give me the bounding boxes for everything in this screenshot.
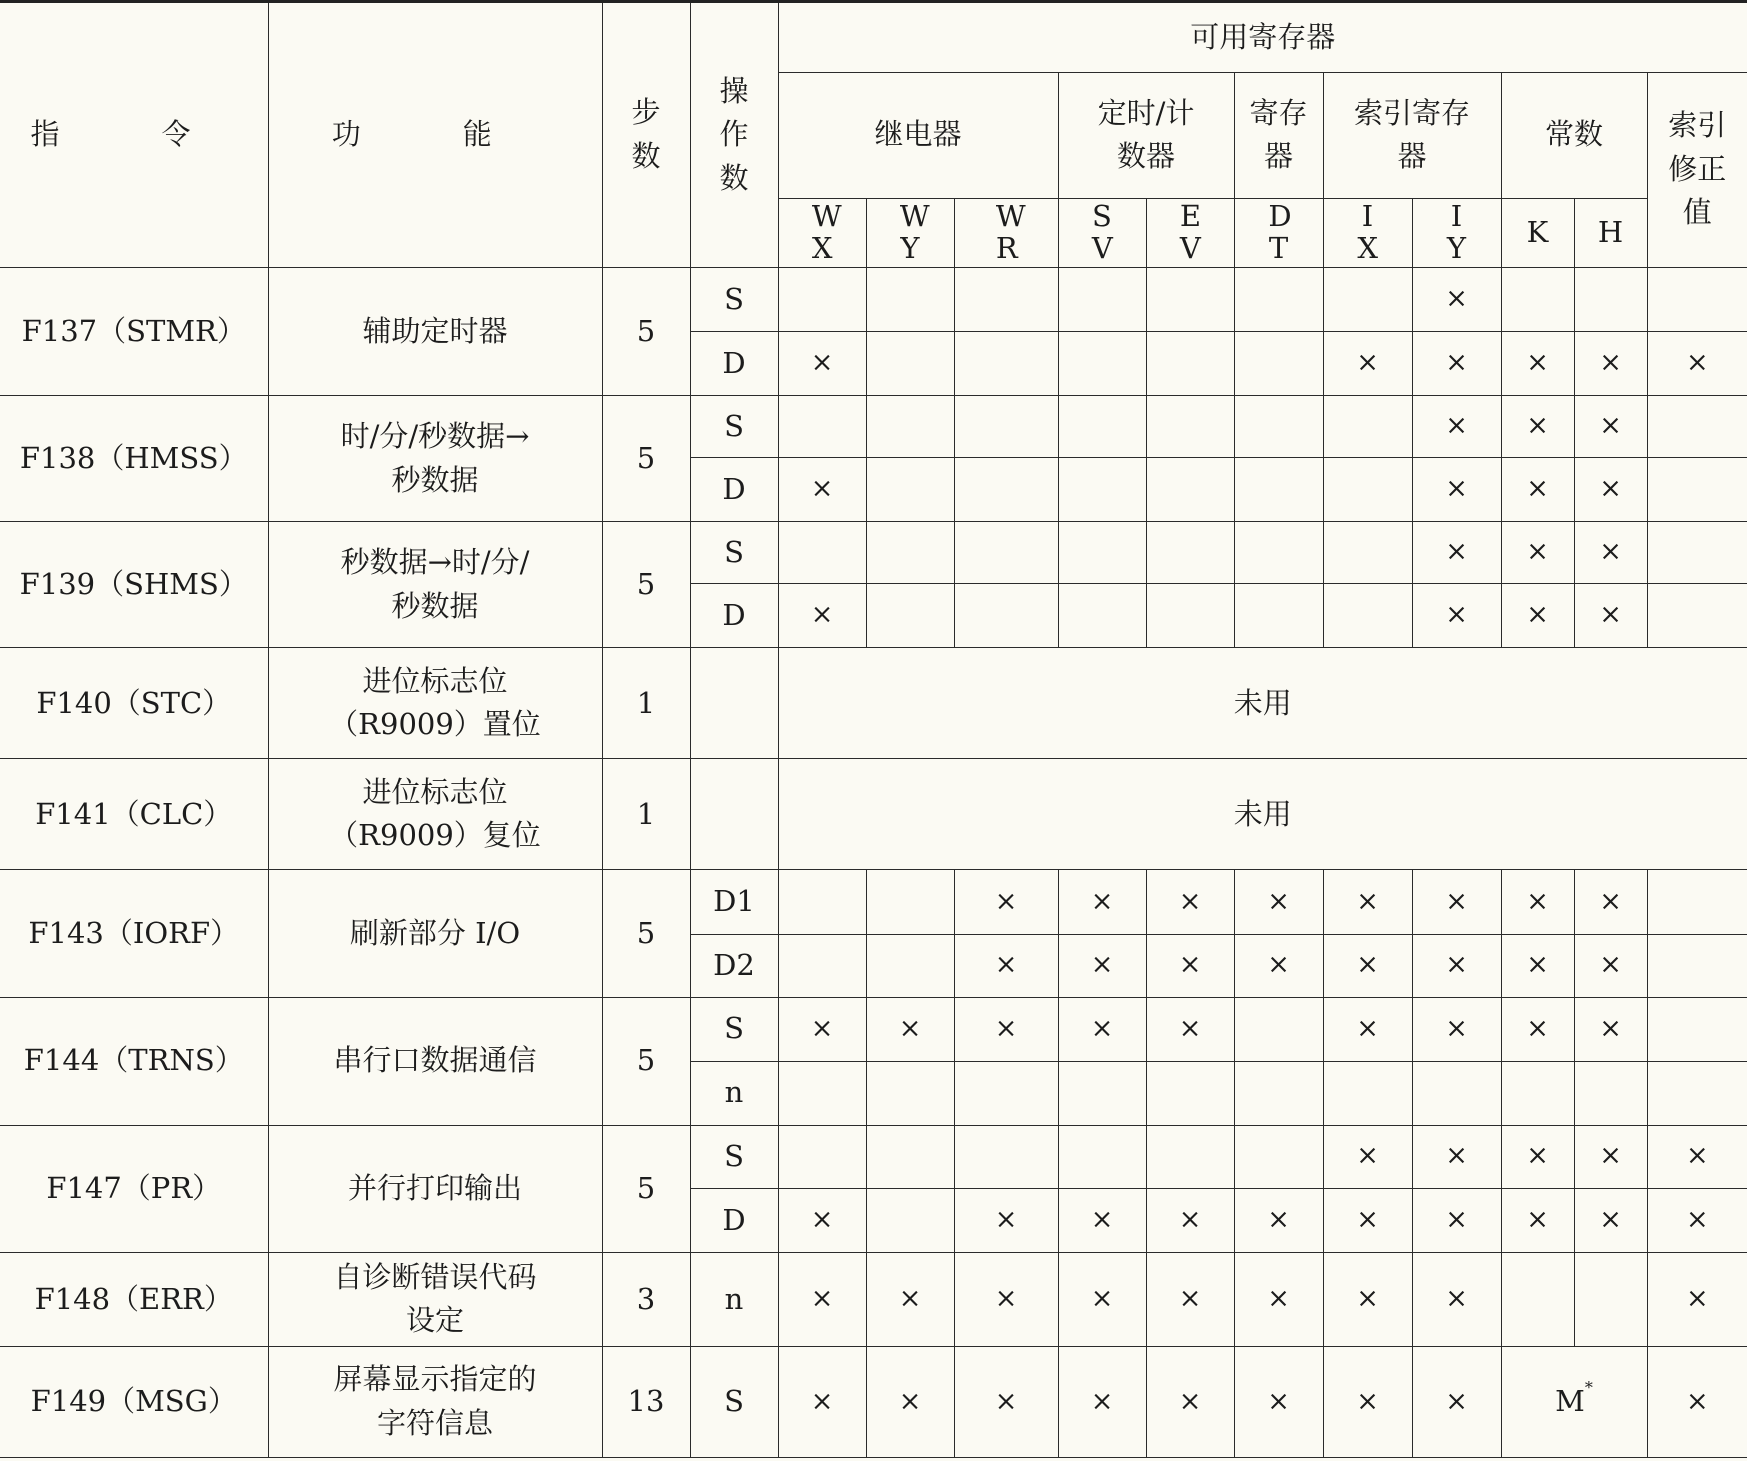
register-mark-cell: × xyxy=(954,1188,1058,1252)
register-mark-cell xyxy=(1412,1061,1501,1125)
column-header-k: K xyxy=(1501,198,1574,267)
function-cell: 秒数据→时/分/秒数据 xyxy=(268,522,602,648)
register-mark-cell xyxy=(1146,458,1234,522)
column-header-ev: EV xyxy=(1146,198,1234,267)
column-header-wx: WX xyxy=(778,198,866,267)
register-mark-cell: × xyxy=(1412,1346,1501,1457)
header-operand: 操作数 xyxy=(690,2,778,268)
operand-cell: S xyxy=(690,267,778,331)
register-mark-cell: × xyxy=(1647,1346,1747,1457)
header-steps: 步数 xyxy=(602,2,690,268)
register-mark-cell: × xyxy=(1146,1252,1234,1346)
table-row xyxy=(0,1125,1747,1188)
register-mark-cell xyxy=(954,332,1058,396)
table-row xyxy=(0,759,1747,870)
register-mark-cell xyxy=(1647,934,1747,997)
register-mark-cell: × xyxy=(1501,1188,1574,1252)
register-mark-cell: × xyxy=(954,1252,1058,1346)
register-mark-cell xyxy=(1574,1252,1647,1346)
register-mark-cell xyxy=(866,1061,954,1125)
register-mark-cell: × xyxy=(954,870,1058,934)
table-row xyxy=(0,1346,1747,1457)
register-mark-cell xyxy=(866,522,954,584)
register-mark-cell: × xyxy=(1501,332,1574,396)
register-mark-cell xyxy=(1058,458,1146,522)
instruction-cell: F149（MSG） xyxy=(0,1346,268,1457)
instruction-cell: F139（SHMS） xyxy=(0,522,268,648)
register-mark-cell xyxy=(1058,396,1146,458)
register-mark-cell: × xyxy=(1058,1252,1146,1346)
register-mark-cell xyxy=(866,584,954,648)
register-mark-cell xyxy=(1234,458,1323,522)
register-mark-cell: × xyxy=(1234,1346,1323,1457)
register-mark-cell: × xyxy=(1574,332,1647,396)
register-mark-cell: × xyxy=(1323,1252,1412,1346)
header-index-modifier: 索引修正值 xyxy=(1647,72,1747,267)
register-mark-cell: × xyxy=(1412,1252,1501,1346)
register-mark-cell xyxy=(1647,396,1747,458)
operand-cell: n xyxy=(690,1252,778,1346)
register-mark-cell xyxy=(866,1125,954,1188)
register-mark-cell xyxy=(1323,1061,1412,1125)
operand-cell: D xyxy=(690,584,778,648)
register-mark-cell xyxy=(866,332,954,396)
register-mark-cell xyxy=(1146,1061,1234,1125)
register-mark-cell: × xyxy=(1146,934,1234,997)
register-mark-cell: × xyxy=(778,458,866,522)
register-mark-cell: × xyxy=(1323,1188,1412,1252)
register-mark-cell: × xyxy=(1412,267,1501,331)
instruction-cell: F141（CLC） xyxy=(0,759,268,870)
operand-cell: D2 xyxy=(690,934,778,997)
register-mark-cell: × xyxy=(1574,522,1647,584)
register-mark-cell xyxy=(778,396,866,458)
unused-cell: 未用 xyxy=(778,759,1747,870)
register-mark-cell xyxy=(1146,1125,1234,1188)
register-mark-cell xyxy=(1234,267,1323,331)
operand-cell: S xyxy=(690,1125,778,1188)
register-mark-cell: × xyxy=(1412,522,1501,584)
register-mark-cell: × xyxy=(1234,1188,1323,1252)
instruction-cell: F148（ERR） xyxy=(0,1252,268,1346)
register-mark-cell xyxy=(1323,522,1412,584)
register-mark-cell xyxy=(778,1061,866,1125)
unused-cell: 未用 xyxy=(778,648,1747,759)
register-mark-cell xyxy=(1647,870,1747,934)
register-mark-cell xyxy=(1234,1125,1323,1188)
register-mark-cell xyxy=(1234,522,1323,584)
register-mark-cell: × xyxy=(1412,1125,1501,1188)
instruction-cell: F137（STMR） xyxy=(0,267,268,395)
function-cell: 并行打印输出 xyxy=(268,1125,602,1252)
steps-cell: 1 xyxy=(602,648,690,759)
column-header-ix: IX xyxy=(1323,198,1412,267)
register-mark-cell xyxy=(778,934,866,997)
steps-cell: 5 xyxy=(602,267,690,395)
header-timer-counter: 定时/计数器 xyxy=(1058,72,1234,198)
register-mark-cell xyxy=(1146,522,1234,584)
register-mark-cell: × xyxy=(1574,396,1647,458)
register-mark-cell: × xyxy=(1412,458,1501,522)
register-mark-cell: × xyxy=(1501,1125,1574,1188)
steps-cell: 5 xyxy=(602,396,690,522)
register-mark-cell xyxy=(1146,332,1234,396)
table-row xyxy=(0,396,1747,458)
register-mark-cell: × xyxy=(1323,934,1412,997)
function-cell: 串行口数据通信 xyxy=(268,997,602,1125)
steps-cell: 5 xyxy=(602,870,690,997)
steps-cell: 13 xyxy=(602,1346,690,1457)
table-row xyxy=(0,522,1747,584)
steps-cell: 5 xyxy=(602,997,690,1125)
operand-cell: S xyxy=(690,1346,778,1457)
register-mark-cell xyxy=(1501,1252,1574,1346)
operand-cell: S xyxy=(690,522,778,584)
function-cell: 进位标志位（R9009）置位 xyxy=(268,648,602,759)
register-mark-cell xyxy=(1574,1061,1647,1125)
column-header-iy: IY xyxy=(1412,198,1501,267)
register-mark-cell: × xyxy=(954,1346,1058,1457)
register-mark-cell: × xyxy=(1412,997,1501,1061)
column-header-h: H xyxy=(1574,198,1647,267)
register-mark-cell xyxy=(1058,267,1146,331)
register-mark-cell: × xyxy=(1501,396,1574,458)
register-mark-cell: × xyxy=(1234,870,1323,934)
function-cell: 屏幕显示指定的字符信息 xyxy=(268,1346,602,1457)
register-mark-cell xyxy=(1058,1061,1146,1125)
register-mark-cell xyxy=(866,458,954,522)
steps-cell: 1 xyxy=(602,759,690,870)
register-mark-cell xyxy=(1323,267,1412,331)
function-cell: 刷新部分 I/O xyxy=(268,870,602,997)
register-mark-cell xyxy=(1058,332,1146,396)
register-mark-cell xyxy=(1647,997,1747,1061)
register-mark-cell: × xyxy=(1501,522,1574,584)
register-mark-cell xyxy=(1323,458,1412,522)
register-mark-cell xyxy=(866,267,954,331)
register-mark-cell xyxy=(1234,396,1323,458)
register-mark-cell xyxy=(1146,584,1234,648)
operand-cell: D xyxy=(690,332,778,396)
register-mark-cell: × xyxy=(778,584,866,648)
register-mark-cell xyxy=(954,267,1058,331)
register-mark-cell xyxy=(1501,1061,1574,1125)
register-mark-cell: × xyxy=(1323,870,1412,934)
register-mark-cell xyxy=(1234,1061,1323,1125)
operand-cell: S xyxy=(690,396,778,458)
register-mark-cell xyxy=(1234,584,1323,648)
register-mark-cell: × xyxy=(1058,997,1146,1061)
register-mark-cell xyxy=(1323,584,1412,648)
register-mark-cell: × xyxy=(1574,584,1647,648)
register-mark-cell xyxy=(1574,267,1647,331)
column-header-sv: SV xyxy=(1058,198,1146,267)
header-relay: 继电器 xyxy=(778,72,1058,198)
register-mark-cell: × xyxy=(1323,1125,1412,1188)
constant-merged-cell: M* xyxy=(1501,1346,1647,1457)
register-mark-cell: × xyxy=(1647,332,1747,396)
register-mark-cell: × xyxy=(866,1252,954,1346)
register-mark-cell: × xyxy=(1323,332,1412,396)
register-mark-cell: × xyxy=(1647,1188,1747,1252)
register-mark-cell: × xyxy=(1412,396,1501,458)
function-cell: 进位标志位（R9009）复位 xyxy=(268,759,602,870)
register-mark-cell xyxy=(1234,332,1323,396)
register-mark-cell xyxy=(1323,396,1412,458)
register-mark-cell xyxy=(1058,1125,1146,1188)
header-register: 寄存器 xyxy=(1234,72,1323,198)
register-mark-cell xyxy=(866,934,954,997)
register-mark-cell xyxy=(1647,458,1747,522)
steps-cell: 5 xyxy=(602,522,690,648)
register-mark-cell: × xyxy=(866,1346,954,1457)
register-mark-cell xyxy=(954,1125,1058,1188)
register-mark-cell xyxy=(954,584,1058,648)
register-mark-cell: × xyxy=(1647,1125,1747,1188)
register-mark-cell xyxy=(778,522,866,584)
register-mark-cell: × xyxy=(778,1346,866,1457)
column-header-wr: WR xyxy=(954,198,1058,267)
register-mark-cell: × xyxy=(778,997,866,1061)
register-mark-cell xyxy=(1234,997,1323,1061)
register-mark-cell xyxy=(1058,522,1146,584)
register-mark-cell: × xyxy=(1501,458,1574,522)
header-function: 功 能 xyxy=(268,2,602,268)
header-instruction: 指 令 xyxy=(0,2,268,268)
table-row xyxy=(0,997,1747,1061)
instruction-cell: F143（IORF） xyxy=(0,870,268,997)
register-mark-cell: × xyxy=(1574,870,1647,934)
register-mark-cell: × xyxy=(1146,1188,1234,1252)
register-mark-cell xyxy=(778,870,866,934)
instruction-cell: F138（HMSS） xyxy=(0,396,268,522)
register-mark-cell: × xyxy=(1234,1252,1323,1346)
operand-cell: D1 xyxy=(690,870,778,934)
register-mark-cell: × xyxy=(954,997,1058,1061)
function-cell: 辅助定时器 xyxy=(268,267,602,395)
register-mark-cell: × xyxy=(778,1188,866,1252)
operand-cell: D xyxy=(690,458,778,522)
column-header-dt: DT xyxy=(1234,198,1323,267)
register-mark-cell xyxy=(1647,584,1747,648)
function-cell: 时/分/秒数据→秒数据 xyxy=(268,396,602,522)
register-mark-cell: × xyxy=(1501,584,1574,648)
register-mark-cell xyxy=(954,396,1058,458)
register-mark-cell: × xyxy=(1323,1346,1412,1457)
register-mark-cell: × xyxy=(1058,870,1146,934)
instruction-cell: F140（STC） xyxy=(0,648,268,759)
register-mark-cell: × xyxy=(866,997,954,1061)
register-mark-cell: × xyxy=(778,332,866,396)
register-mark-cell: × xyxy=(1501,997,1574,1061)
register-mark-cell: × xyxy=(1412,584,1501,648)
header-available-registers: 可用寄存器 xyxy=(778,2,1747,73)
operand-cell: D xyxy=(690,1188,778,1252)
steps-cell: 3 xyxy=(602,1252,690,1346)
operand-cell: n xyxy=(690,1061,778,1125)
register-mark-cell xyxy=(1146,267,1234,331)
register-mark-cell: × xyxy=(1146,997,1234,1061)
register-mark-cell: × xyxy=(1574,1125,1647,1188)
header-constant: 常数 xyxy=(1501,72,1647,198)
register-mark-cell xyxy=(1058,584,1146,648)
register-mark-cell xyxy=(1501,267,1574,331)
operand-cell xyxy=(690,648,778,759)
table-row xyxy=(0,1252,1747,1346)
function-cell: 自诊断错误代码设定 xyxy=(268,1252,602,1346)
register-mark-cell: × xyxy=(1501,870,1574,934)
register-mark-cell: × xyxy=(1412,332,1501,396)
register-mark-cell xyxy=(866,870,954,934)
operand-cell: S xyxy=(690,997,778,1061)
table-row xyxy=(0,267,1747,331)
instruction-cell: F147（PR） xyxy=(0,1125,268,1252)
register-mark-cell xyxy=(1647,522,1747,584)
register-mark-cell: × xyxy=(1574,458,1647,522)
register-mark-cell xyxy=(1647,1061,1747,1125)
table-row xyxy=(0,870,1747,934)
steps-cell: 5 xyxy=(602,1125,690,1252)
operand-cell xyxy=(690,759,778,870)
register-mark-cell: × xyxy=(1058,1188,1146,1252)
register-mark-cell: × xyxy=(1412,1188,1501,1252)
column-header-wy: WY xyxy=(866,198,954,267)
register-mark-cell: × xyxy=(1058,1346,1146,1457)
register-mark-cell: × xyxy=(954,934,1058,997)
register-mark-cell xyxy=(778,267,866,331)
table-row xyxy=(0,648,1747,759)
register-mark-cell xyxy=(778,1125,866,1188)
register-mark-cell xyxy=(866,1188,954,1252)
register-mark-cell xyxy=(866,396,954,458)
register-mark-cell: × xyxy=(1412,934,1501,997)
register-mark-cell: × xyxy=(1574,997,1647,1061)
register-mark-cell: × xyxy=(1501,934,1574,997)
register-mark-cell xyxy=(954,458,1058,522)
register-mark-cell: × xyxy=(1647,1252,1747,1346)
register-mark-cell: × xyxy=(1234,934,1323,997)
register-mark-cell: × xyxy=(1323,997,1412,1061)
header-index-register: 索引寄存器 xyxy=(1323,72,1501,198)
register-mark-cell xyxy=(1146,396,1234,458)
constant-footnote-mark: * xyxy=(1584,1378,1593,1398)
register-mark-cell: × xyxy=(1574,934,1647,997)
instruction-cell: F144（TRNS） xyxy=(0,997,268,1125)
register-mark-cell xyxy=(954,522,1058,584)
register-mark-cell: × xyxy=(1574,1188,1647,1252)
register-mark-cell: × xyxy=(1146,1346,1234,1457)
register-mark-cell xyxy=(954,1061,1058,1125)
register-mark-cell: × xyxy=(1412,870,1501,934)
register-mark-cell: × xyxy=(778,1252,866,1346)
register-mark-cell: × xyxy=(1058,934,1146,997)
register-mark-cell xyxy=(1647,267,1747,331)
register-mark-cell: × xyxy=(1146,870,1234,934)
